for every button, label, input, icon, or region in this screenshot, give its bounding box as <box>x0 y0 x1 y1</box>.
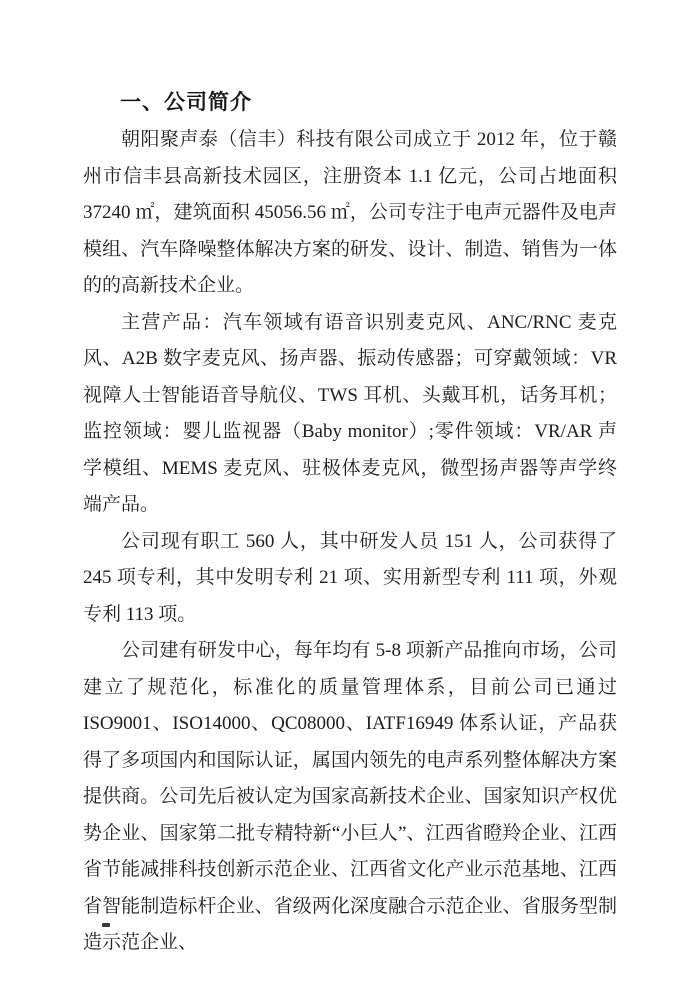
section-heading: 一、公司简介 <box>120 91 252 114</box>
paragraph-staff-and-patents: 公司现有职工 560 人，其中研发人员 151 人，公司获得了 245 项专利，其中发明专利 21 项、实用新型专利 111 项，外观专利 113 项。 <box>83 530 617 625</box>
paragraph-rd-and-certifications: 公司建有研发中心，每年均有 5-8 项新产品推向市场，公司建立了规范化，标准化的质量管理体系，目前公司已通过 ISO9001、ISO14000、QC08000、IATF16949 体系认证，产品获得了多项国内和国际认证，属国内领先的电声系列整体解决方案提供商。公司先后被认定为国家高新技术企业、国家知识产权优势企业、国家第二批专精特新“小巨人”、江西省瞪羚企业、江西省节能减排科技创新示范企业、江西省文化产业示范基地、江西省智能制造标杆企业、省级两化深度融合示范企业、省服务型制造示范企业、 <box>83 640 617 953</box>
paragraph-main-products: 主营产品：汽车领域有语音识别麦克风、ANC/RNC 麦克风、A2B 数字麦克风、扬声器、振动传感器；可穿戴领域：VR 视障人士智能语音导航仪、TWS 耳机、头戴耳机，话务耳机；监控领域：婴儿监视器（Baby monitor）;零件领域：VR/AR 声学模组、MEMS 麦克风、驻极体麦克风，微型扬声器等声学终端产品。 <box>83 311 617 515</box>
stray-dash-mark <box>102 923 110 927</box>
paragraph-company-overview: 朝阳聚声泰（信丰）科技有限公司成立于 2012 年，位于赣州市信丰县高新技术园区，注册资本 1.1 亿元，公司占地面积 37240 ㎡，建筑面积 45056.56 ㎡，公司专注于电声元器件及电声模组、汽车降噪整体解决方案的研发、设计、制造、销售为一体的的高新技术企业。 <box>83 129 617 296</box>
document-body <box>83 92 617 962</box>
